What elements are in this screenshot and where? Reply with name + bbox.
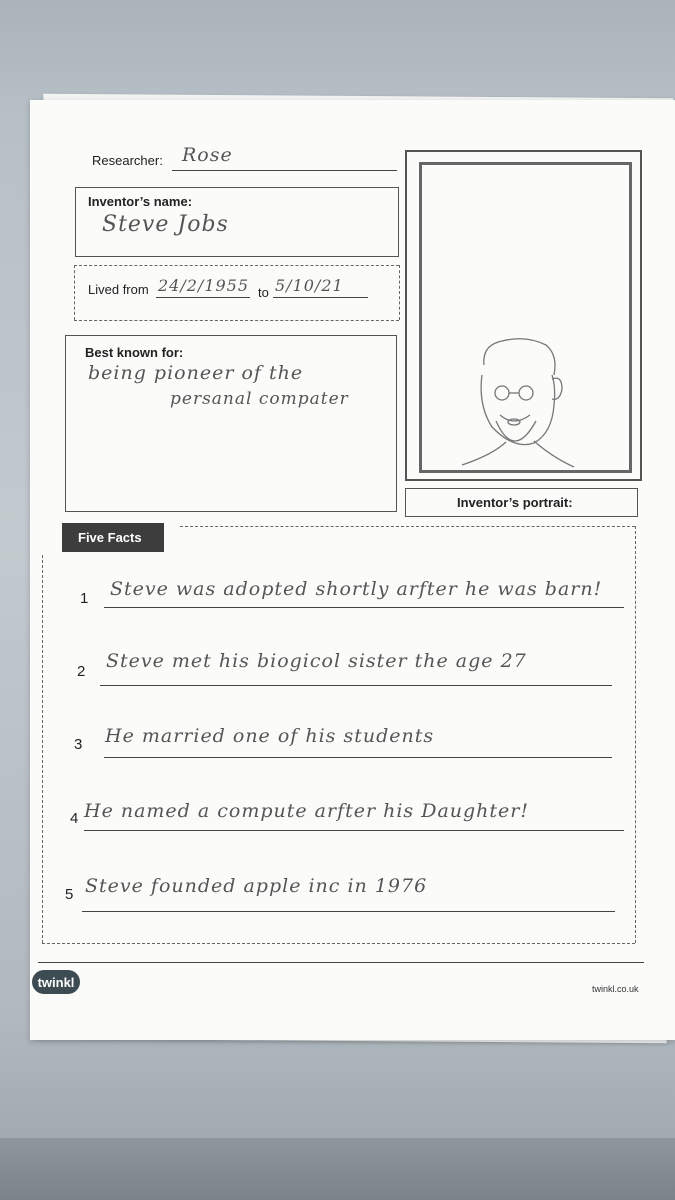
- lived-box-left-border: [74, 265, 75, 320]
- lived-box-right-border: [399, 265, 400, 320]
- lived-to-value: 5/10/21: [275, 276, 344, 295]
- footer-rule: [38, 962, 644, 963]
- fact-text: He named a compute arfter his Daughter!: [84, 800, 530, 822]
- best-known-line1: being pioneer of the: [88, 362, 304, 384]
- best-known-label: Best known for:: [85, 345, 184, 360]
- fact-text: Steve was adopted shortly arfter he was barn!: [110, 578, 603, 600]
- fact-underline: [100, 685, 612, 686]
- twinkl-logo: twinkl: [32, 970, 80, 994]
- lived-from-underline: [156, 297, 250, 298]
- fact-text: Steve met his biogicol sister the age 27: [106, 650, 527, 672]
- fact-number: 3: [74, 736, 83, 753]
- best-known-line2: persanal compater: [170, 389, 349, 409]
- portrait-label: Inventor’s portrait:: [457, 495, 573, 510]
- fact-text: He married one of his students: [105, 725, 435, 747]
- fact-underline: [84, 830, 624, 831]
- inventor-name-label: Inventor’s name:: [88, 194, 193, 209]
- facts-box-right-border: [635, 526, 636, 943]
- lived-to-label: to: [258, 285, 269, 300]
- fact-underline: [104, 757, 612, 758]
- facts-box-left-border: [42, 555, 43, 943]
- lived-box-bottom-border: [74, 320, 399, 321]
- fact-number: 2: [77, 663, 86, 680]
- fact-text: Steve founded apple inc in 1976: [85, 875, 428, 897]
- worksheet-page: [30, 100, 675, 1040]
- researcher-value: Rose: [182, 144, 233, 166]
- portrait-label-box: [405, 488, 638, 517]
- fact-number: 1: [80, 590, 89, 607]
- portrait-sketch: [422, 165, 629, 470]
- fact-number: 4: [70, 810, 79, 827]
- researcher-underline: [172, 170, 397, 171]
- five-facts-title: Five Facts: [78, 530, 142, 545]
- fact-underline: [82, 911, 615, 912]
- footer-site: twinkl.co.uk: [592, 984, 639, 994]
- lived-to-underline: [273, 297, 368, 298]
- portrait-frame: [405, 150, 642, 481]
- fact-underline: [104, 607, 624, 608]
- facts-box-top-border: [180, 526, 635, 527]
- inventor-name-box: [75, 187, 399, 257]
- lived-from-value: 24/2/1955: [158, 276, 250, 295]
- fact-number: 5: [65, 886, 74, 903]
- lived-from-label: Lived from: [88, 282, 149, 297]
- best-known-box: [65, 335, 397, 512]
- researcher-label: Researcher:: [92, 153, 163, 168]
- portrait-inner-frame: [419, 162, 632, 473]
- facts-box-bottom-border: [42, 943, 635, 944]
- inventor-name-value: Steve Jobs: [102, 212, 229, 237]
- five-facts-banner: [62, 523, 164, 552]
- desk-background: [0, 1138, 675, 1200]
- lived-box-top-border: [74, 265, 399, 266]
